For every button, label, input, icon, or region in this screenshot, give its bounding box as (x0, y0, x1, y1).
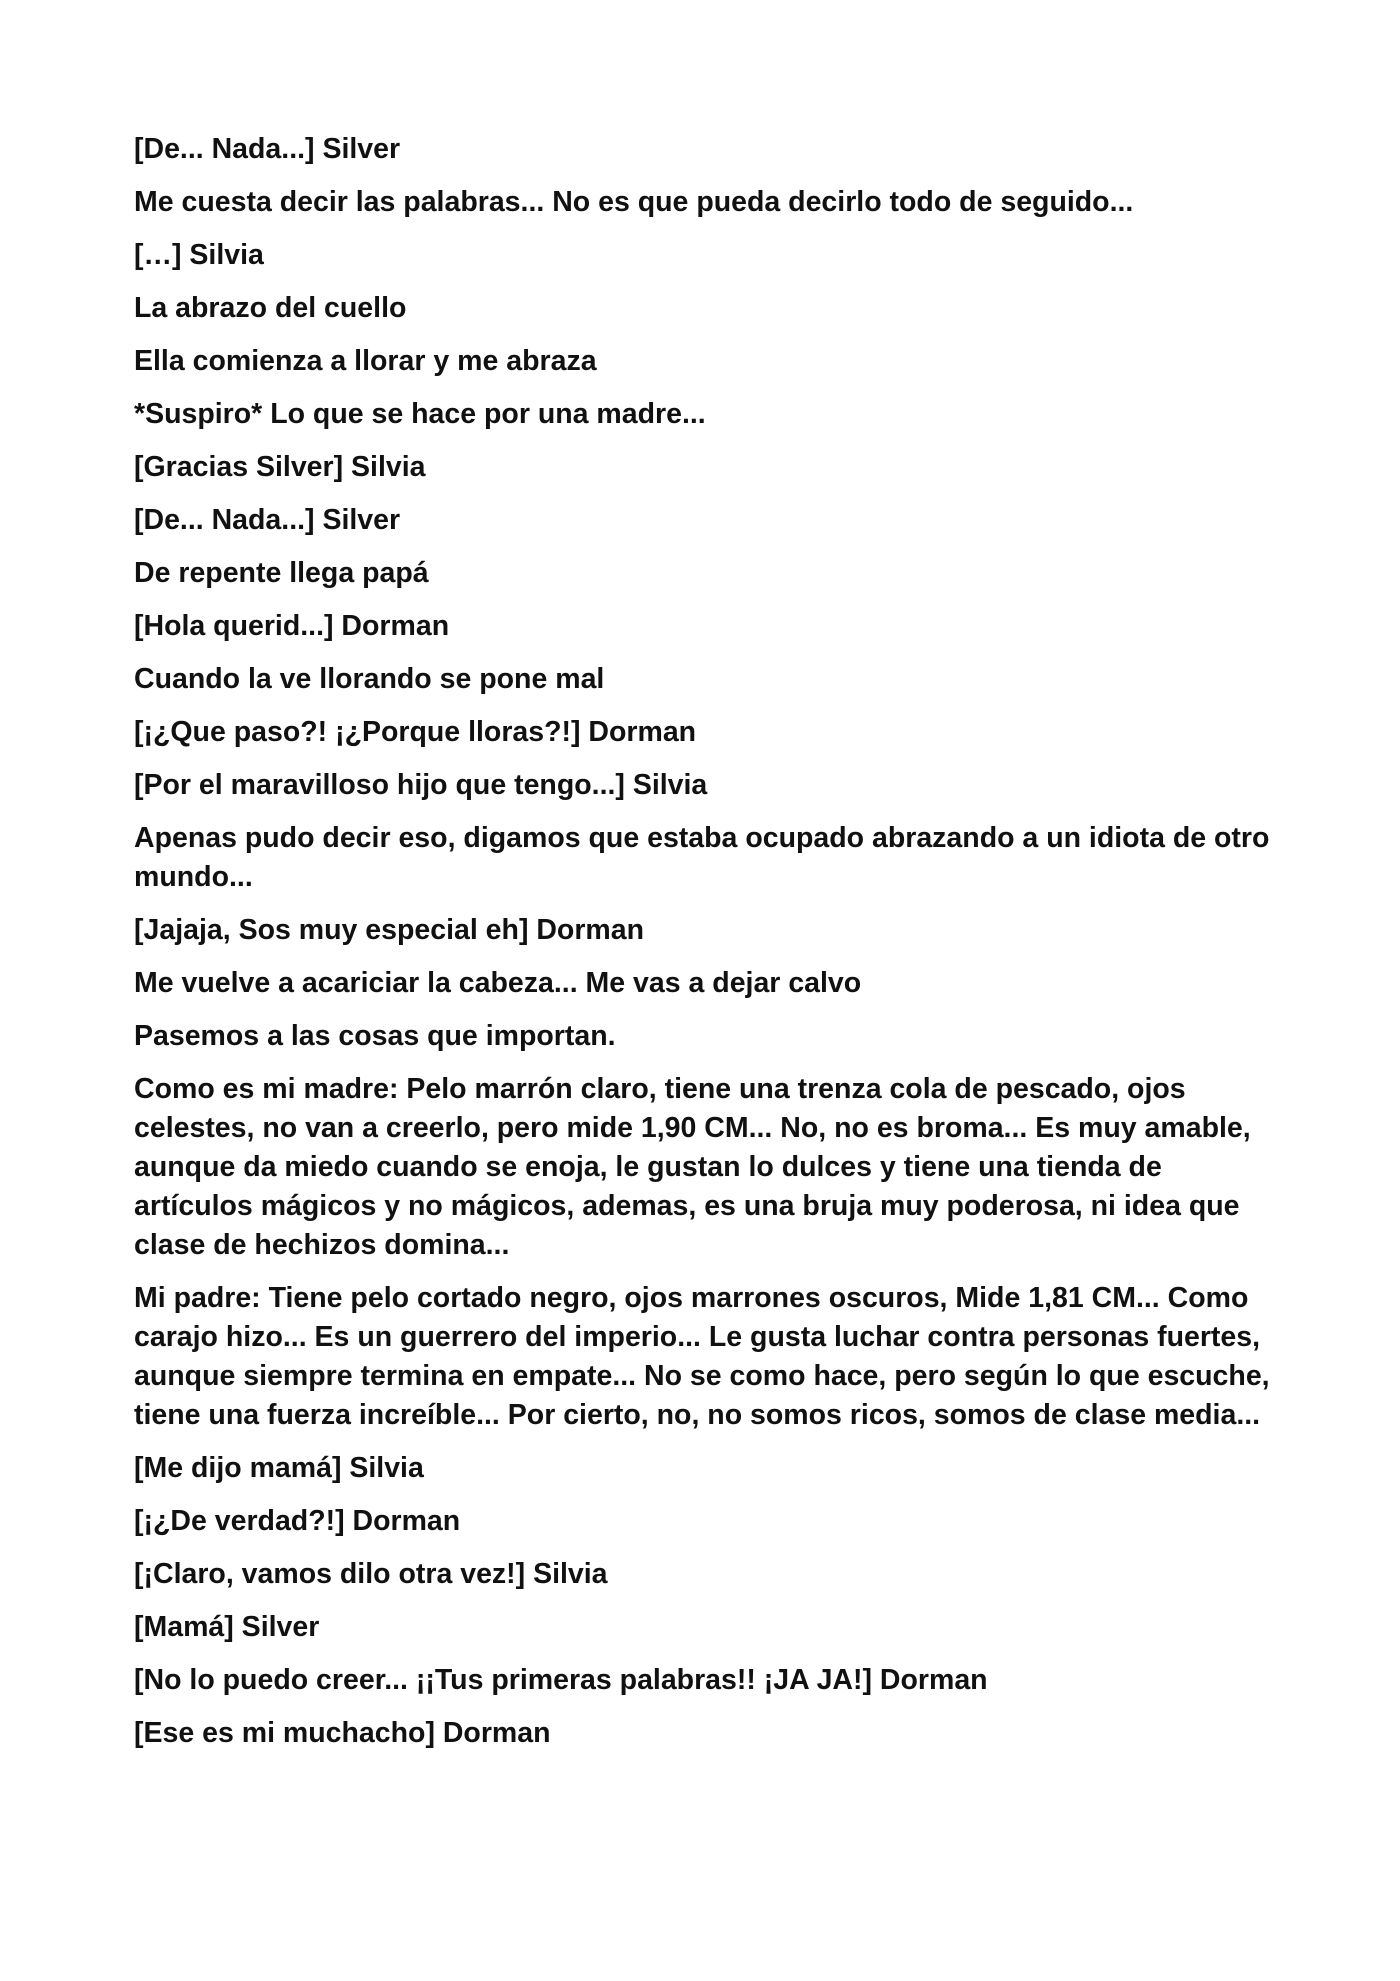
paragraph: Pasemos a las cosas que importan. (134, 1020, 616, 1052)
paragraph: Mi padre: Tiene pelo cortado negro, ojos marrones oscuros, Mide 1,81 CM... Como carajo hizo... Es un guerrero del imperio... Le gusta luchar contra personas fuertes, aunque siempre termina en empate... No se como hace, pero según lo que escuche, tiene una fuerza increíble... Por cierto, no, no somos ricos, somos de clase media... (134, 1282, 1270, 1431)
paragraph: [Hola querid...] Dorman (134, 610, 450, 642)
paragraph: [De... Nada...] Silver (134, 504, 401, 536)
paragraph: [Gracias Silver] Silvia (134, 451, 426, 483)
paragraph: Cuando la ve llorando se pone mal (134, 663, 605, 695)
paragraph: [¡Claro, vamos dilo otra vez!] Silvia (134, 1558, 608, 1590)
paragraph: Me cuesta decir las palabras... No es que pueda decirlo todo de seguido... (134, 186, 1134, 218)
paragraph: Ella comienza a llorar y me abraza (134, 345, 597, 377)
paragraph: [¡¿De verdad?!] Dorman (134, 1505, 461, 1537)
paragraph: *Suspiro* Lo que se hace por una madre... (134, 398, 706, 430)
paragraph: Apenas pudo decir eso, digamos que estaba ocupado abrazando a un idiota de otro mundo... (134, 822, 1270, 893)
paragraph: [Ese es mi muchacho] Dorman (134, 1717, 551, 1749)
paragraph: [Jajaja, Sos muy especial eh] Dorman (134, 914, 645, 946)
paragraph: Me vuelve a acariciar la cabeza... Me vas a dejar calvo (134, 967, 862, 999)
paragraph: La abrazo del cuello (134, 292, 407, 324)
paragraph: [No lo puedo creer... ¡¡Tus primeras palabras!! ¡JA JA!] Dorman (134, 1664, 988, 1696)
paragraph: [Me dijo mamá] Silvia (134, 1452, 424, 1484)
paragraph: […] Silvia (134, 239, 264, 271)
paragraph: [Mamá] Silver (134, 1611, 320, 1643)
paragraph: [Por el maravilloso hijo que tengo...] Silvia (134, 769, 708, 801)
paragraph: De repente llega papá (134, 557, 429, 589)
paragraph: [De... Nada...] Silver (134, 133, 401, 165)
document-body (134, 130, 1274, 1767)
paragraph: Como es mi madre: Pelo marrón claro, tiene una trenza cola de pescado, ojos celestes, no van a creerlo, pero mide 1,90 CM... No, no es broma... Es muy amable, aunque da miedo cuando se enoja, le gustan lo dulces y tiene una tienda de artículos mágicos y no mágicos, ademas, es una bruja muy poderosa, ni idea que clase de hechizos domina... (134, 1073, 1251, 1261)
paragraph: [¡¿Que paso?! ¡¿Porque lloras?!] Dorman (134, 716, 697, 748)
